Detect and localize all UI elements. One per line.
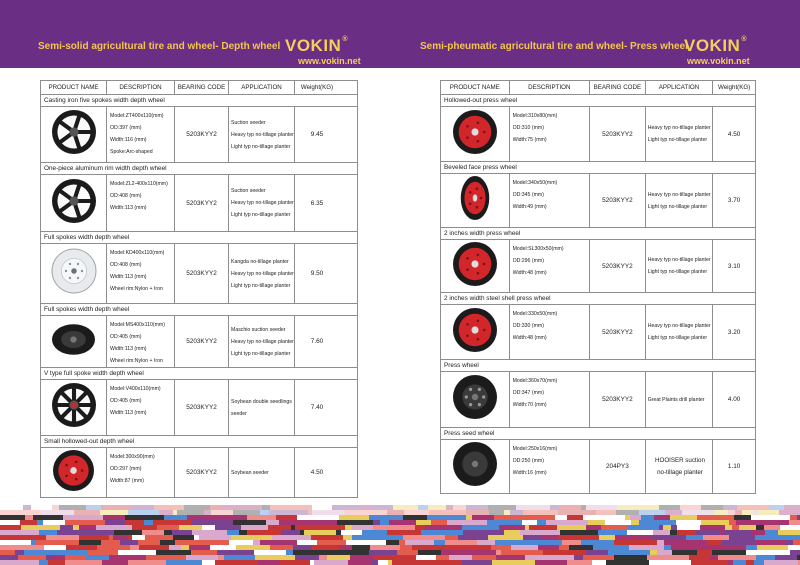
description-cell — [107, 175, 175, 231]
application-line: Great Plaints drill planter — [647, 396, 705, 403]
description-cell — [510, 372, 591, 427]
application-line: Light typ no-tillage planter — [647, 203, 708, 210]
description-line: Width:87 (mm) — [110, 478, 145, 484]
product-row — [41, 436, 357, 497]
press-wheel-table — [440, 80, 756, 494]
description-line: Width:113 (mm) — [110, 410, 147, 416]
white-disc-wheel-icon — [51, 248, 97, 299]
application-line: Heavy typ no-tillage planter — [647, 125, 711, 131]
five-spoke-wheel-icon — [51, 109, 97, 160]
description-line: Spoke:Arc-shaped — [110, 149, 153, 155]
column-header: Weight(KG) — [300, 84, 334, 91]
bearing-code: 5203KYY2 — [590, 174, 646, 227]
product-row — [441, 228, 755, 293]
weight-value: 4.00 — [727, 396, 741, 403]
description-line: OD:296 (mm) — [512, 258, 544, 264]
bearing-code: 5203KYY2 — [175, 107, 229, 162]
column-header: PRODUCT NAME — [441, 81, 510, 94]
depth-wheel-table — [40, 80, 358, 498]
registered-mark: ® — [342, 36, 349, 43]
bearing-code: 5203KYY2 — [175, 380, 229, 435]
description-cell — [107, 448, 175, 497]
black-disc-wheel-icon — [51, 317, 96, 367]
table-header — [441, 81, 755, 95]
weight-value: 9.50 — [310, 270, 324, 277]
weight-value: 7.60 — [310, 338, 324, 345]
description-line: OD:347 (mm) — [512, 390, 544, 396]
application-line: Heavy typ no-tillage planter — [231, 270, 294, 277]
description-cell — [107, 316, 175, 367]
product-name: Casting iron five spokes width depth wheel — [41, 95, 357, 107]
product-image-cell — [41, 316, 107, 367]
description-line: OD:330 (mm) — [512, 323, 544, 329]
product-name: Hollowed-out press wheel — [441, 95, 755, 107]
product-name: Small hollowed-out depth wheel — [41, 436, 357, 448]
application-cell — [229, 316, 295, 367]
product-image-cell — [41, 244, 107, 303]
description-line: Model:300x90(mm) — [110, 454, 155, 460]
product-name: Full spokes width depth wheel — [41, 304, 357, 316]
description-line: Model:V400x110(mm) — [110, 386, 161, 392]
red-press-wheel-icon — [452, 307, 498, 358]
description-cell — [107, 244, 175, 303]
product-name: 2 inches width steel shell press wheel — [441, 293, 755, 305]
product-image-cell — [441, 440, 510, 493]
application-line: Heavy typ no-tillage planter — [647, 323, 711, 329]
registered-mark: ® — [741, 36, 748, 43]
product-image-cell — [41, 380, 107, 435]
description-cell — [510, 305, 591, 359]
product-image-cell — [41, 107, 107, 162]
description-line: OD:345 (mm) — [512, 192, 544, 198]
bearing-code: 5203KYY2 — [175, 244, 229, 303]
bearing-code: 5203KYY2 — [175, 448, 229, 497]
description-line: Wheel rim:Nylon + Iron — [110, 358, 163, 364]
description-cell — [510, 440, 591, 493]
description-line: OD:310 (mm) — [512, 125, 544, 131]
left-brand-logo — [285, 36, 348, 56]
product-row — [441, 162, 755, 228]
application-line: Kangda no-tillage planter — [231, 258, 289, 265]
description-line: Width:113 (mm) — [110, 274, 147, 280]
description-line: Width:70 (mm) — [512, 402, 547, 408]
left-website-url: www.vokin.net — [298, 56, 361, 66]
description-line: Width:16 (mm) — [512, 470, 547, 476]
application-line: Light typ no-tillage planter — [231, 212, 291, 218]
application-line: Light typ no-tillage planter — [647, 335, 708, 341]
application-cell — [229, 380, 295, 435]
description-line: Width:116 (mm) — [110, 137, 147, 143]
application-line: Light typ no-tillage planter — [231, 282, 291, 289]
application-line: no-tillage planter — [657, 468, 703, 476]
column-header: DESCRIPTION — [107, 81, 175, 94]
weight-value: 9.45 — [310, 131, 324, 138]
black-press-wheel-icon — [452, 374, 498, 425]
application-line: Heavy typ no-tillage planter — [647, 191, 711, 198]
product-name: Press wheel — [441, 360, 755, 372]
red-hub-wheel-icon — [52, 449, 95, 497]
application-line: Suction seeder — [231, 188, 266, 194]
weight-value: 4.50 — [310, 469, 324, 476]
application-line: HOOISER suction — [655, 456, 705, 464]
description-line: Model:310x80(mm) — [512, 113, 558, 119]
application-cell — [229, 175, 295, 231]
bearing-code: 204PY3 — [590, 440, 646, 493]
right-section-title: Semi-pheumatic agricultural tire and wheel- Press wheel — [420, 41, 688, 52]
description-line: Model:340x50(mm) — [512, 180, 558, 186]
product-row — [441, 95, 755, 162]
product-row — [41, 304, 357, 368]
weight-value: 6.35 — [310, 199, 324, 207]
product-row — [441, 293, 755, 360]
product-row — [41, 95, 357, 163]
column-header: PRODUCT NAME — [41, 81, 107, 94]
description-line: Model:360x70(mm) — [512, 378, 558, 384]
brand-name: VOKIN — [285, 36, 342, 55]
application-cell — [646, 174, 714, 227]
product-row — [441, 360, 755, 428]
application-line: seeder — [231, 410, 247, 417]
application-line: Suction seeder — [231, 119, 266, 126]
bearing-code: 5203KYY2 — [175, 175, 229, 231]
description-cell — [510, 107, 591, 161]
application-line: Light typ no-tillage planter — [231, 350, 291, 357]
column-header: BEARING CODE — [175, 81, 229, 94]
bearing-code: 5203KYY2 — [590, 305, 646, 359]
application-line: Heavy typ no-tillage planter — [231, 200, 294, 206]
application-line: Light typ no-tillage planter — [647, 137, 708, 143]
description-cell — [510, 174, 591, 227]
red-press-wheel-icon — [452, 109, 498, 160]
product-image-cell — [441, 107, 510, 161]
product-name: V type full spoke width depth wheel — [41, 368, 357, 380]
product-image-cell — [441, 174, 510, 227]
application-line: Light typ no-tillage planter — [231, 143, 291, 150]
column-header: Weight(KG) — [718, 84, 751, 91]
weight-value: 3.70 — [727, 197, 741, 204]
description-line: OD:397 (mm) — [110, 125, 142, 131]
product-row — [41, 163, 357, 232]
product-name: 2 inches width press wheel — [441, 228, 755, 240]
application-cell — [646, 240, 714, 292]
application-cell — [646, 107, 714, 161]
application-line: Maschio suction seeder — [231, 326, 286, 333]
product-name: Press seed wheel — [441, 428, 755, 440]
table-header — [41, 81, 357, 95]
application-line: Heavy typ no-tillage planter — [647, 257, 711, 263]
red-press-wheel-icon — [452, 241, 498, 292]
description-cell — [107, 380, 175, 435]
application-cell — [646, 440, 714, 493]
description-line: Width:48 (mm) — [512, 335, 547, 341]
beveled-press-wheel-icon — [452, 175, 498, 226]
description-line: OD:405 (mm) — [110, 398, 142, 404]
description-line: Wheel rim:Nylon + Iron — [110, 286, 163, 292]
weight-value: 3.20 — [727, 328, 741, 336]
product-row — [41, 368, 357, 436]
product-image-cell — [41, 448, 107, 497]
weight-value: 1.10 — [727, 463, 741, 470]
description-line: Model:330x50(mm) — [512, 311, 558, 317]
product-row — [441, 428, 755, 493]
bearing-code: 5203KYY2 — [590, 107, 646, 161]
right-panel-header — [400, 0, 800, 68]
application-cell — [646, 305, 714, 359]
bearing-code: 5203KYY2 — [175, 316, 229, 367]
application-line: Heavy typ no-tillage planter — [231, 131, 294, 138]
left-section-title: Semi-solid agricultural tire and wheel- Depth wheel — [38, 41, 281, 52]
column-header: APPLICATION — [646, 81, 714, 94]
description-line: OD:297 (mm) — [110, 466, 142, 472]
product-name: Beveled face press wheel — [441, 162, 755, 174]
product-row — [41, 232, 357, 304]
application-line: Heavy typ no-tillage planter — [231, 338, 294, 345]
application-line: Light typ no-tillage planter — [647, 269, 708, 275]
column-header: BEARING CODE — [590, 81, 646, 94]
description-line: Model:ZL2-400x110(mm) — [110, 181, 168, 187]
product-image-cell — [441, 240, 510, 292]
product-name: Full spokes width depth wheel — [41, 232, 357, 244]
application-line: Soybean double seedlings — [231, 398, 292, 405]
v-spoke-wheel-icon — [51, 382, 97, 433]
description-line: Width:49 (mm) — [512, 204, 547, 210]
bearing-code: 5203KYY2 — [590, 240, 646, 292]
application-cell — [229, 107, 295, 162]
application-cell — [229, 244, 295, 303]
right-website-url: www.vokin.net — [687, 56, 750, 66]
column-header: APPLICATION — [229, 81, 295, 94]
brand-name: VOKIN — [684, 36, 741, 55]
description-line: Model:KD400x110(mm) — [110, 250, 165, 256]
description-line: OD:408 (mm) — [110, 262, 142, 268]
application-cell — [229, 448, 295, 497]
description-line: Model:250x16(mm) — [512, 446, 558, 452]
description-line: OD:408 (mm) — [110, 193, 142, 199]
description-line: Width:113 (mm) — [110, 346, 147, 352]
product-image-cell — [41, 175, 107, 231]
description-cell — [510, 240, 591, 292]
product-name: One-piece aluminum rim width depth wheel — [41, 163, 357, 175]
scan-noise-strip — [0, 505, 800, 565]
product-image-cell — [441, 372, 510, 427]
description-line: Model:ZT400x110(mm) — [110, 113, 164, 119]
left-panel-header — [0, 0, 400, 68]
weight-value: 7.40 — [310, 404, 324, 411]
description-line: Width:113 (mm) — [110, 205, 147, 211]
column-header: DESCRIPTION — [510, 81, 590, 94]
description-cell — [107, 107, 175, 162]
description-line: OD:250 (mm) — [512, 458, 544, 464]
description-line: Width:48 (mm) — [512, 270, 547, 276]
bearing-code: 5203KYY2 — [590, 372, 646, 427]
weight-value: 4.50 — [727, 130, 741, 138]
application-cell — [646, 372, 714, 427]
aluminum-rim-wheel-icon — [51, 178, 97, 229]
weight-value: 3.10 — [727, 262, 741, 270]
description-line: Model:MS400x110(mm) — [110, 322, 165, 328]
right-brand-logo — [684, 36, 747, 56]
product-image-cell — [441, 305, 510, 359]
description-line: OD:405 (mm) — [110, 334, 142, 340]
description-line: Model:SL300x50(mm) — [512, 246, 564, 252]
seed-wheel-icon — [452, 441, 498, 492]
description-line: Width:75 (mm) — [512, 137, 547, 143]
application-line: Soybean seeder — [231, 469, 269, 476]
